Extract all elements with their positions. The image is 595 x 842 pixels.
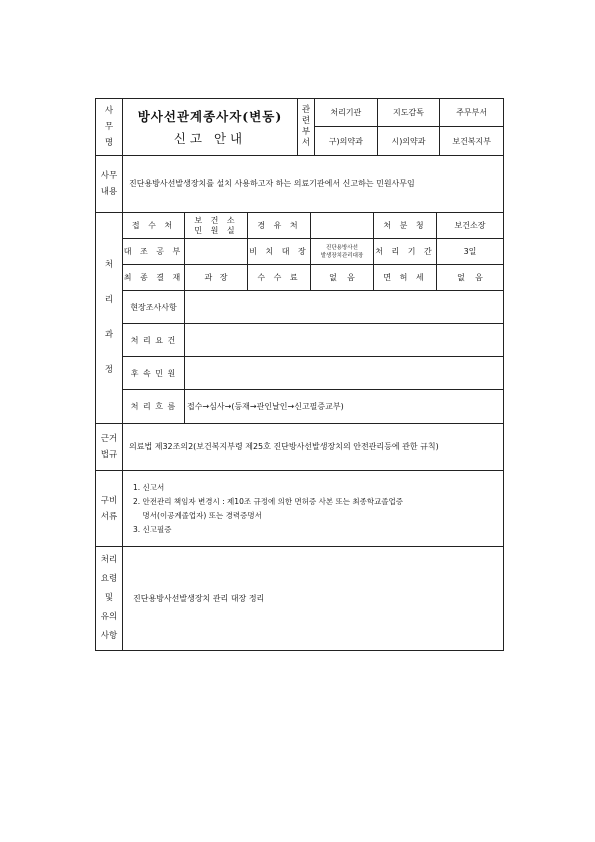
dept-value-supervision: 시)의약과 bbox=[378, 127, 441, 155]
process-cell: 경 유 처 bbox=[248, 213, 311, 239]
documents-list bbox=[123, 471, 503, 546]
process-row-label: 후 속 민 원 bbox=[123, 357, 185, 390]
documents-label bbox=[96, 471, 123, 546]
process-row-label: 처 리 흐 름 bbox=[123, 390, 185, 423]
label-char: 근거 bbox=[100, 434, 118, 444]
label-char: 관 bbox=[301, 105, 311, 115]
process-cell: 접 수 처 bbox=[123, 213, 185, 239]
label-char: 무 bbox=[104, 122, 114, 132]
label-char: 요령 bbox=[100, 574, 118, 584]
process-cell: 비 치 대 장 bbox=[248, 239, 311, 265]
label-char: 정 bbox=[104, 365, 114, 375]
documents-section bbox=[96, 471, 503, 547]
process-row-value bbox=[185, 357, 503, 390]
header-section bbox=[96, 99, 503, 156]
label-char: 서류 bbox=[100, 511, 118, 522]
process-label bbox=[96, 213, 123, 423]
label-char: 서 bbox=[301, 138, 311, 148]
process-cell: 처 분 청 bbox=[374, 213, 437, 239]
dept-header-handling: 처리기관 bbox=[315, 99, 378, 127]
page-subtitle: 신고 안내 bbox=[173, 131, 247, 146]
label-char: 부 bbox=[301, 127, 311, 137]
basis-section bbox=[96, 424, 503, 471]
process-cell bbox=[185, 239, 248, 265]
label-char: 유의 bbox=[100, 612, 118, 622]
process-row-value bbox=[185, 324, 503, 357]
label-char: 련 bbox=[301, 116, 311, 126]
list-item: 1. 신고서 bbox=[133, 482, 165, 492]
content-label bbox=[96, 156, 123, 212]
dept-grid bbox=[315, 99, 503, 155]
list-item: 명서(이공계졸업자) 또는 경력증명서 bbox=[133, 510, 262, 520]
label-char: 내용 bbox=[100, 187, 118, 197]
process-cell: 없 음 bbox=[437, 265, 503, 291]
label-char: 법규 bbox=[100, 450, 118, 460]
list-item: 3. 신고필증 bbox=[133, 524, 172, 534]
label-char: 구비 bbox=[100, 495, 118, 506]
process-body bbox=[123, 213, 503, 423]
process-cell: 수 수 료 bbox=[248, 265, 311, 291]
related-dept-label bbox=[298, 99, 315, 155]
label-char: 명 bbox=[104, 138, 114, 148]
guide-form bbox=[95, 98, 504, 651]
page-title: 방사선관계종사자(변동) bbox=[137, 109, 283, 124]
label-char: 및 bbox=[104, 593, 114, 603]
label-char: 리 bbox=[104, 295, 114, 305]
basis-label bbox=[96, 424, 123, 470]
label-char: 과 bbox=[104, 330, 114, 340]
title-block bbox=[123, 99, 298, 155]
process-cell: 과 장 bbox=[185, 265, 248, 291]
label-char: 처리 bbox=[100, 555, 118, 565]
process-grid bbox=[123, 213, 503, 291]
header-label bbox=[96, 99, 123, 155]
process-cell: 보건소장 bbox=[437, 213, 503, 239]
list-item: 2. 안전관리 책임자 변경시 : 제10조 규정에 의한 면허증 사본 또는 최종학교졸업증 bbox=[133, 496, 404, 506]
label-char: 처 bbox=[104, 260, 114, 270]
process-cell: 진단용방사선 발생장치관리대장 bbox=[311, 239, 374, 265]
process-rows bbox=[123, 291, 503, 423]
dept-header-supervision: 지도감독 bbox=[378, 99, 441, 127]
process-cell: 면 허 세 bbox=[374, 265, 437, 291]
dept-header-main: 주무부서 bbox=[440, 99, 503, 127]
process-cell: 없 음 bbox=[311, 265, 374, 291]
content-section bbox=[96, 156, 503, 213]
dept-value-handling: 구)의약과 bbox=[315, 127, 378, 155]
process-row-label: 처 리 요 건 bbox=[123, 324, 185, 357]
process-flow-text: 접수→심사→(등재→관인날인→신고필증교부) bbox=[187, 402, 344, 411]
label-char: 사무 bbox=[100, 171, 118, 181]
process-cell: 보 건 소 민 원 실 bbox=[185, 213, 248, 239]
label-char: 사항 bbox=[100, 631, 118, 641]
basis-text: 의료법 제32조의2(보건복지부령 제25호 진단방사선발생장치의 안전관리등에 관한 규칙) bbox=[129, 442, 439, 451]
content-text: 진단용방사선발생장치를 설치 사용하고자 하는 의료기관에서 신고하는 민원사무임 bbox=[129, 179, 415, 188]
process-cell: 대 조 공 부 bbox=[123, 239, 185, 265]
process-section bbox=[96, 213, 503, 424]
process-cell: 최 종 결 재 bbox=[123, 265, 185, 291]
process-cell: 3일 bbox=[437, 239, 503, 265]
process-row-label: 현장조사사항 bbox=[123, 291, 185, 324]
process-cell bbox=[311, 213, 374, 239]
process-row-value bbox=[185, 291, 503, 324]
label-char: 사 bbox=[104, 106, 114, 116]
notes-section bbox=[96, 547, 503, 650]
notes-label bbox=[96, 547, 123, 650]
notes-text: 진단용방사선발생장치 관리 대장 정리 bbox=[133, 593, 265, 603]
dept-value-main: 보건복지부 bbox=[452, 136, 491, 146]
process-cell: 처 리 기 간 bbox=[374, 239, 437, 265]
